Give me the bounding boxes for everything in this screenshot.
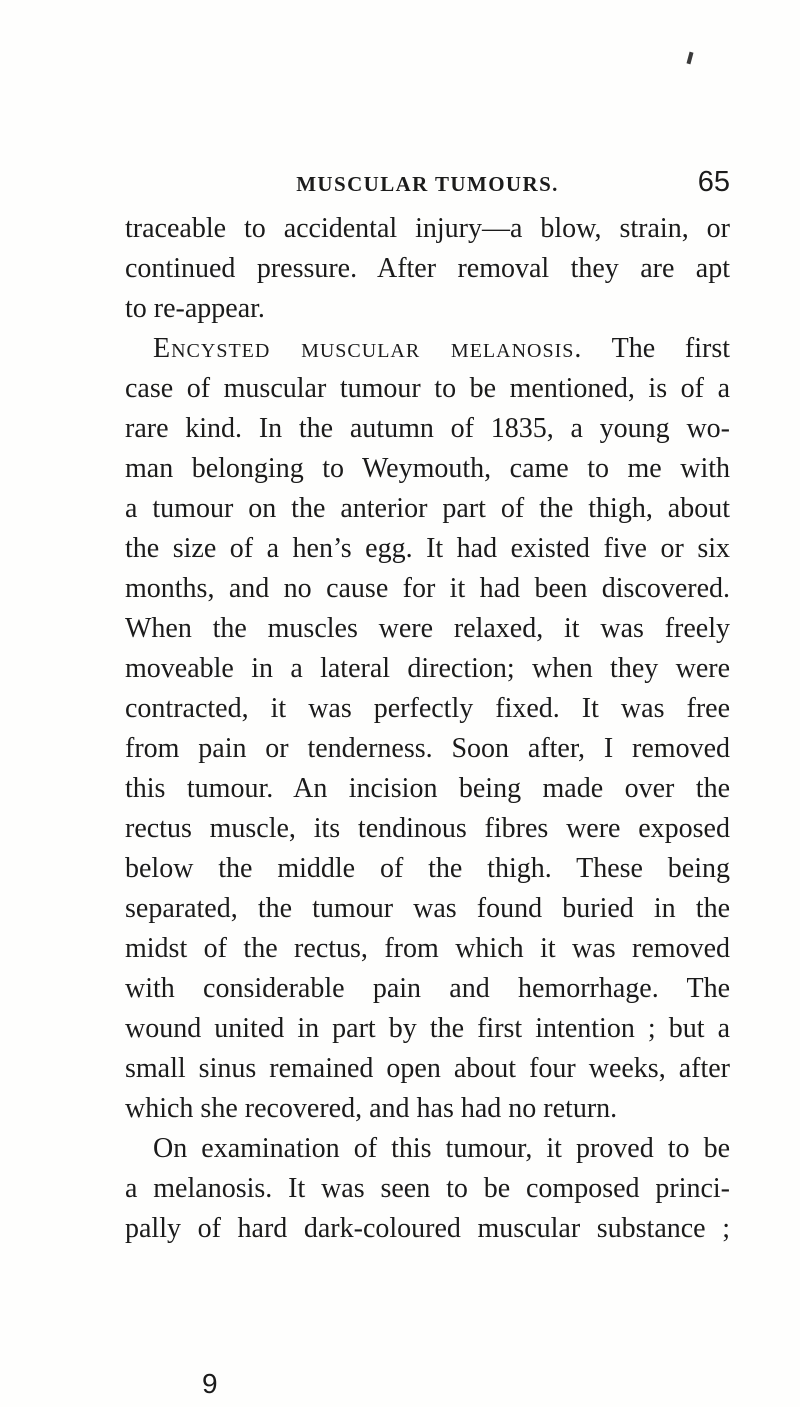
signature-mark: 9 (202, 1368, 218, 1399)
text-line: which she recovered, and has had no return. (125, 1093, 618, 1124)
running-title: MUSCULAR TUMOURS. (296, 172, 559, 196)
text-line: pally of hard dark-coloured muscular substance ; (125, 1213, 730, 1244)
text-line: below the middle of the thigh. These being (125, 853, 730, 884)
text-line: from pain or tenderness. Soon after, I removed (125, 733, 730, 764)
stray-ink-mark (687, 52, 694, 65)
text-line: small sinus remained open about four weeks, after (125, 1053, 730, 1084)
text-line: continued pressure. After removal they are apt (125, 253, 730, 284)
running-head (125, 166, 730, 200)
body-text (125, 209, 730, 1249)
page-number: 65 (697, 166, 730, 198)
text-line: On examination of this tumour, it proved to be (153, 1133, 730, 1164)
text-line: contracted, it was perfectly fixed. It was free (125, 693, 730, 724)
text-line: months, and no cause for it had been discovered. (125, 573, 730, 604)
text-line: to re-appear. (125, 293, 265, 324)
text-line: rectus muscle, its tendinous fibres were exposed (125, 813, 730, 844)
text-line: rare kind. In the autumn of 1835, a young wo- (125, 413, 730, 444)
text-line: separated, the tumour was found buried in the (125, 893, 730, 924)
section-heading-line (125, 329, 730, 369)
section-heading: Encysted muscular melanosis. (153, 333, 583, 364)
text-line: a tumour on the anterior part of the thigh, about (125, 493, 730, 524)
text-line: with considerable pain and hemorrhage. The (125, 973, 730, 1004)
text-line: moveable in a lateral direction; when they were (125, 653, 730, 684)
text-line: this tumour. An incision being made over the (125, 773, 730, 804)
text-line: wound united in part by the first intention ; but a (125, 1013, 730, 1044)
text-line: the size of a hen’s egg. It had existed five or six (125, 533, 730, 564)
text-line: When the muscles were relaxed, it was freely (125, 613, 730, 644)
text-line: man belonging to Weymouth, came to me with (125, 453, 730, 484)
text-line: traceable to accidental injury—a blow, strain, or (125, 213, 730, 244)
text-line: a melanosis. It was seen to be composed princi- (125, 1173, 730, 1204)
text-line: midst of the rectus, from which it was removed (125, 933, 730, 964)
text-line: case of muscular tumour to be mentioned, is of a (125, 373, 730, 404)
section-heading-continuation: The first (582, 333, 730, 364)
